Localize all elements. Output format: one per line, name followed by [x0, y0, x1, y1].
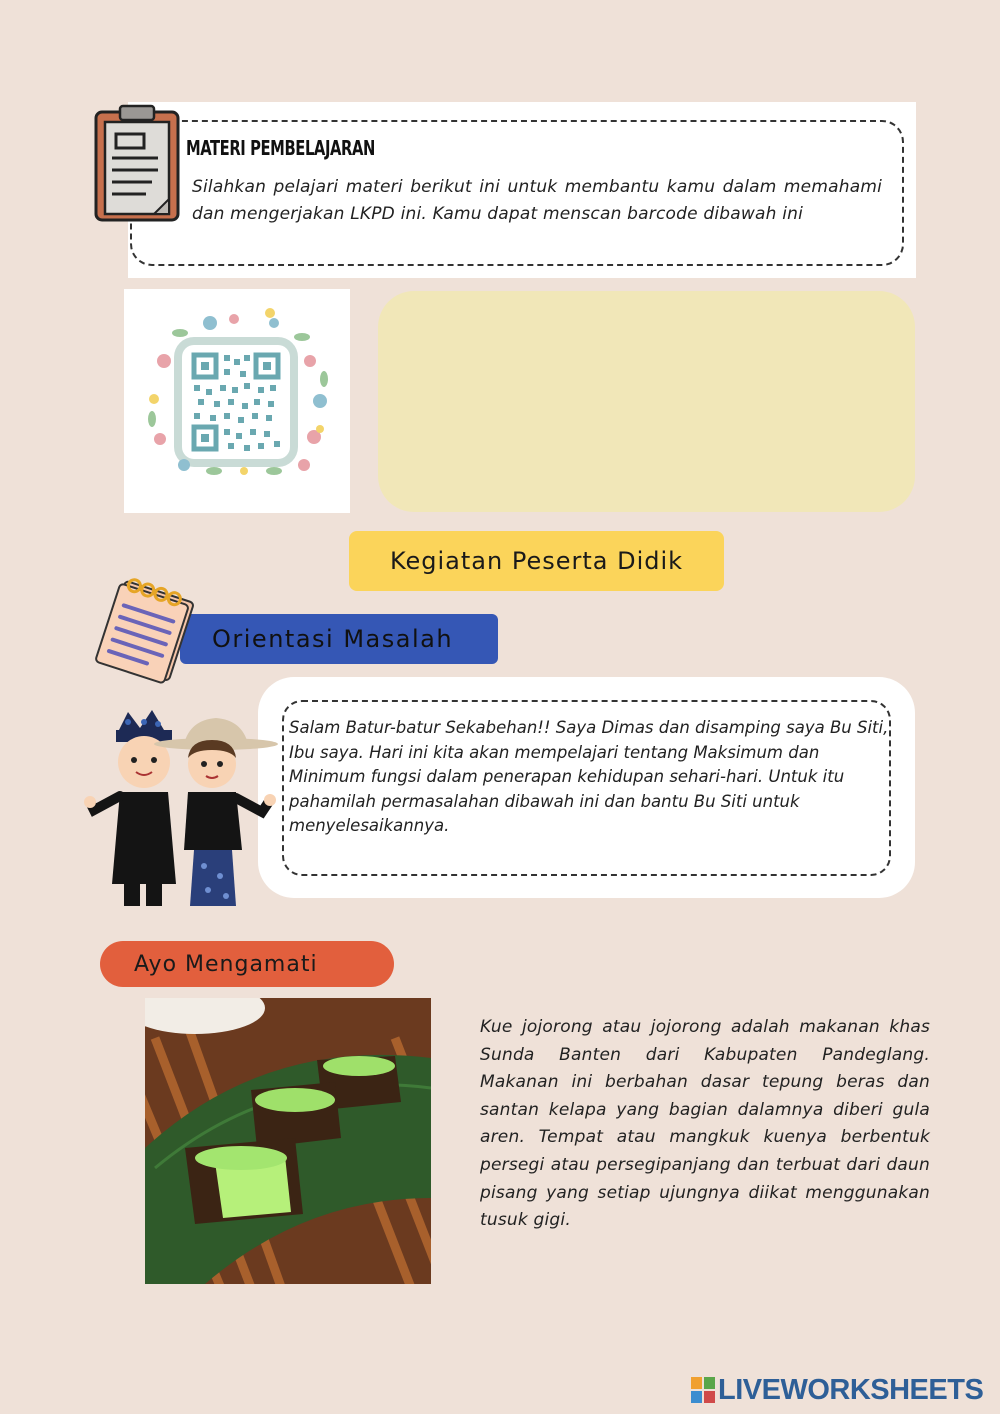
orientasi-banner: Orientasi Masalah: [180, 614, 498, 664]
liveworksheets-logo[interactable]: [690, 1372, 983, 1408]
qr-code[interactable]: [124, 289, 350, 513]
notebook-icon: [88, 572, 206, 684]
qr-panel: [124, 289, 350, 513]
logo-text: LIVEWORKSHEETS: [718, 1373, 984, 1406]
materi-text: Silahkan pelajari materi berikut ini untuk membantu kamu dalam memahami dan mengerjakan LKPD ini. Kamu dapat menscan barcode dibawah ini: [192, 177, 882, 224]
characters-illustration: [80, 700, 280, 910]
ayo-mengamati-text: Kue jojorong atau jojorong adalah makanan khas Sunda Banten dari Kabupaten Pandeglang. Makanan ini berbahan dasar tepung beras dan santan kelapa yang bagian dalamnya diberi gula aren. Tempat atau mangkuk kuenya berbentuk persegi atau persegipanjang dan terbuat dari daun pisang yang setiap ujungnya diikat menggunakan tusuk gigi.: [480, 1017, 930, 1231]
materi-title: MATERI PEMBELAJARAN: [186, 136, 375, 160]
food-photo: [145, 998, 431, 1284]
liveworksheets-logo-icon: [690, 1376, 716, 1404]
kegiatan-banner: Kegiatan Peserta Didik: [349, 531, 724, 591]
orientasi-text: Salam Batur-batur Sekabehan!! Saya Dimas dan disamping saya Bu Siti, Ibu saya. Hari ini kita akan mempelajari tentang Maksimum dan Minimum fungsi dalam penerapan kehidupan sehari-hari. Untuk itu pahamilah permasalahan dibawah ini dan bantu Bu Siti untuk menyelesaikannya.: [289, 718, 889, 835]
ayo-mengamati-banner: Ayo Mengamati: [100, 941, 394, 987]
clipboard-icon: [92, 102, 184, 224]
answer-box[interactable]: [378, 291, 915, 512]
